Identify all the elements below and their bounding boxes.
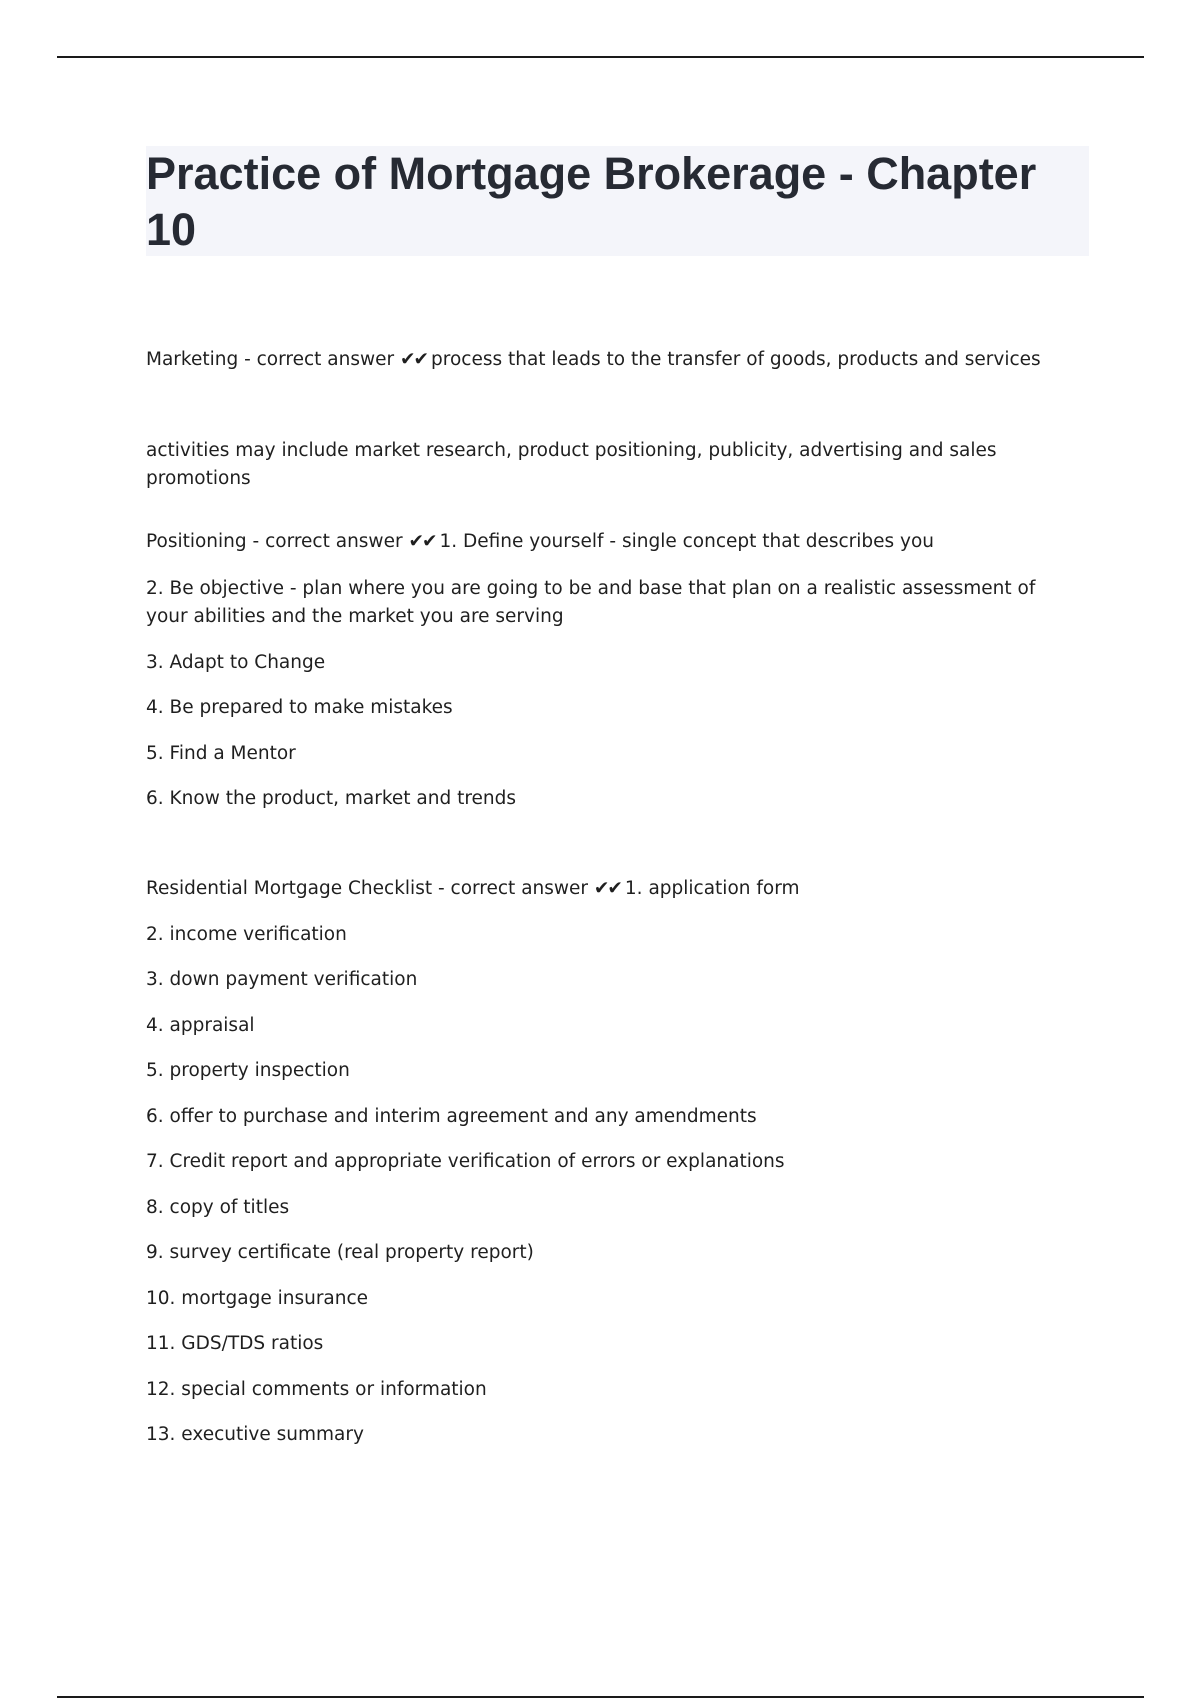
answer-line: 5. Find a Mentor bbox=[146, 743, 296, 764]
answer-line: 10. mortgage insurance bbox=[146, 1288, 369, 1309]
flashcard-positioning-question bbox=[146, 528, 1096, 556]
answer-line: 3. down payment verification bbox=[146, 969, 418, 990]
answer-line: 4. appraisal bbox=[146, 1015, 255, 1036]
page-title: Practice of Mortgage Brokerage - Chapter 10 bbox=[146, 148, 1037, 255]
bottom-divider bbox=[57, 1696, 1144, 1698]
answer-line: 4. Be prepared to make mistakes bbox=[146, 697, 453, 718]
answer-line: 12. special comments or information bbox=[146, 1379, 487, 1400]
answer-line: process that leads to the transfer of goods, products and services bbox=[431, 349, 1041, 370]
answer-line: 1. Define yourself - single concept that describes you bbox=[439, 531, 935, 552]
answer-line: 1. application form bbox=[624, 878, 800, 899]
flashcard-residential-mortgage-checklist-question bbox=[146, 875, 1096, 903]
answer-line: 7. Credit report and appropriate verification of errors or explanations bbox=[146, 1151, 785, 1172]
flashcard-marketing-question bbox=[146, 346, 1096, 374]
answer-separator: - correct answer bbox=[246, 531, 409, 552]
answer-line: 6. offer to purchase and interim agreement and any amendments bbox=[146, 1106, 757, 1127]
double-checkmark-icon: ✔✔ bbox=[408, 531, 436, 552]
answer-line: 8. copy of titles bbox=[146, 1197, 290, 1218]
term-label: Residential Mortgage Checklist bbox=[146, 878, 433, 899]
top-divider bbox=[57, 56, 1144, 58]
answer-line: 13. executive summary bbox=[146, 1424, 364, 1445]
answer-line: 9. survey certificate (real property report) bbox=[146, 1242, 534, 1263]
double-checkmark-icon: ✔✔ bbox=[593, 878, 621, 899]
double-checkmark-icon: ✔✔ bbox=[400, 349, 428, 370]
answer-line: 2. Be objective - plan where you are going to be and base that plan on a realistic assessment of your abilities and the market you are serving bbox=[146, 578, 1036, 627]
answer-separator: - correct answer bbox=[238, 349, 400, 370]
answer-separator: - correct answer bbox=[432, 878, 594, 899]
answer-line: 3. Adapt to Change bbox=[146, 652, 326, 673]
term-label: Positioning bbox=[146, 531, 247, 552]
answer-line: 2. income verification bbox=[146, 924, 347, 945]
answer-line: 6. Know the product, market and trends bbox=[146, 788, 517, 809]
answer-line: 5. property inspection bbox=[146, 1060, 350, 1081]
term-label: Marketing bbox=[146, 349, 239, 370]
answer-line: activities may include market research, product positioning, publicity, advertising and sales promotions bbox=[146, 440, 997, 489]
title-banner bbox=[146, 146, 1089, 256]
answer-line: 11. GDS/TDS ratios bbox=[146, 1333, 324, 1354]
